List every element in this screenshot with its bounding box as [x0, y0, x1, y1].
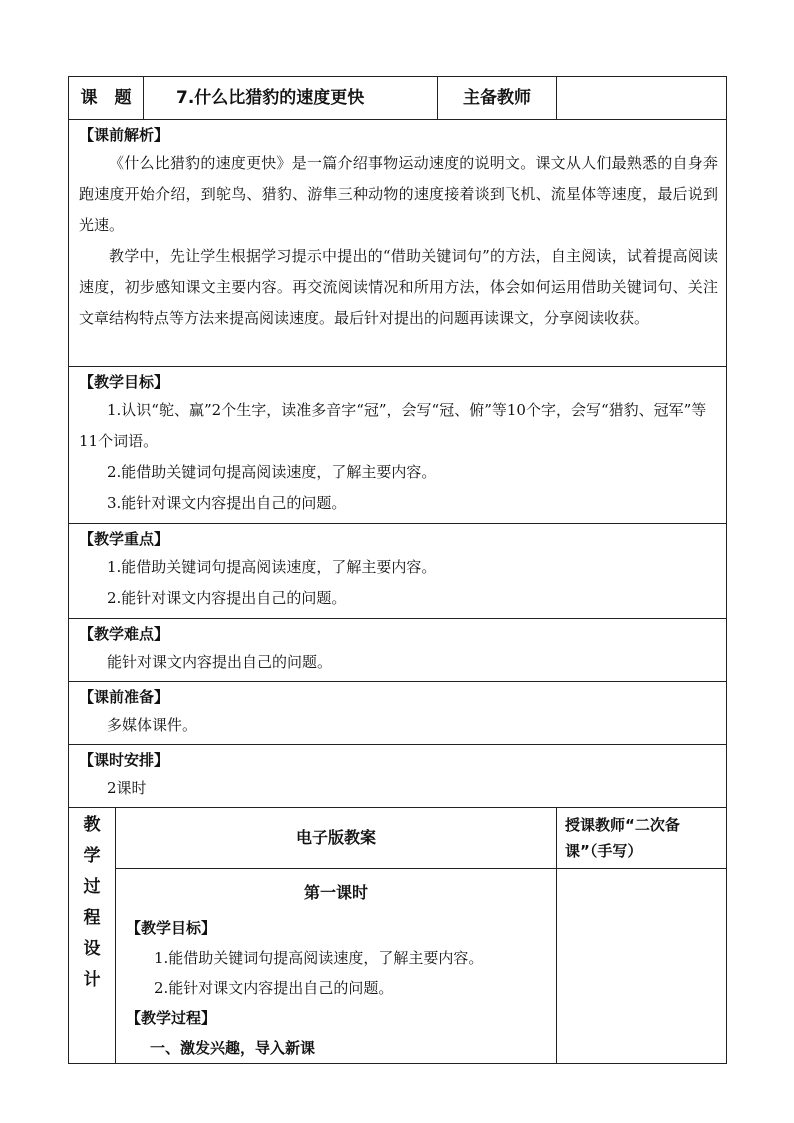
- objectives-row: [69, 367, 727, 524]
- key-point-item: 2.能针对课文内容提出自己的问题。: [107, 589, 347, 607]
- lesson-process-heading: 【教学过程】: [126, 1009, 217, 1027]
- teacher-label: 主备教师: [438, 77, 557, 120]
- main-plan-body: [116, 869, 557, 1064]
- difficulties-text: 能针对课文内容提出自己的问题。: [107, 653, 333, 671]
- topic-label: 课 题: [69, 77, 144, 120]
- objectives-heading: 【教学目标】: [79, 373, 170, 391]
- notes-header: 授课教师“二次备课”（手写）: [557, 808, 727, 869]
- analysis-row: [69, 120, 727, 367]
- difficulties-row: [69, 619, 727, 682]
- key-point-item: 1.能借助关键词句提高阅读速度，了解主要内容。: [107, 558, 437, 576]
- objective-item: 2.能借助关键词句提高阅读速度，了解主要内容。: [107, 463, 437, 481]
- schedule-row: [69, 745, 727, 808]
- analysis-heading: 【课前解析】: [79, 126, 170, 144]
- analysis-paragraph: 教学中，先让学生根据学习提示中提出的“借助关键词句”的方法，自主阅读，试着提高阅读速度，初步感知课文主要内容。再交流阅读情况和所用方法，体会如何运用借助关键词句、关注文章结构特点等方法来提高阅读速度。最后针对提出的问题再读课文，分享阅读收获。: [79, 247, 718, 327]
- process-header-row: [69, 808, 727, 869]
- process-body-row: [69, 869, 727, 1064]
- schedule-text: 2课时: [107, 779, 147, 797]
- objective-item: 1.认识“鸵、赢”2个生字，读准多音字“冠”，会写“冠、俯”等10个字，会写“猎豹、冠军”等11个词语。: [79, 401, 707, 450]
- process-side-label: 教 学 过 程 设 计: [69, 808, 116, 1064]
- difficulties-heading: 【教学难点】: [79, 625, 170, 643]
- lesson-plan-table: [68, 76, 727, 1064]
- lesson-objective-item: 1.能借助关键词句提高阅读速度，了解主要内容。: [154, 949, 484, 967]
- topic-title: 7.什么比猎豹的速度更快: [144, 77, 438, 120]
- objective-item: 3.能针对课文内容提出自己的问题。: [107, 494, 347, 512]
- preparation-heading: 【课前准备】: [79, 688, 170, 706]
- main-plan-header: 电子版教案: [116, 808, 557, 869]
- notes-body[interactable]: [557, 869, 727, 1064]
- analysis-paragraph: 《什么比猎豹的速度更快》是一篇介绍事物运动速度的说明文。课文从人们最熟悉的自身奔跑速度开始介绍，到鸵鸟、猎豹、游隼三种动物的速度接着谈到飞机、流星体等速度，最后说到光速。: [79, 154, 718, 234]
- header-row: [69, 77, 727, 120]
- lesson-objective-item: 2.能针对课文内容提出自己的问题。: [154, 979, 394, 997]
- lesson-plan-page: [68, 76, 726, 1064]
- key-points-heading: 【教学重点】: [79, 530, 170, 548]
- schedule-heading: 【课时安排】: [79, 751, 170, 769]
- preparation-text: 多媒体课件。: [107, 716, 198, 734]
- lesson-step: 一、激发兴趣，导入新课: [150, 1039, 316, 1057]
- lesson-title: 第一课时: [303, 883, 368, 902]
- lesson-objectives-heading: 【教学目标】: [126, 919, 217, 937]
- teacher-value: [557, 77, 727, 120]
- key-points-row: [69, 524, 727, 619]
- preparation-row: [69, 682, 727, 745]
